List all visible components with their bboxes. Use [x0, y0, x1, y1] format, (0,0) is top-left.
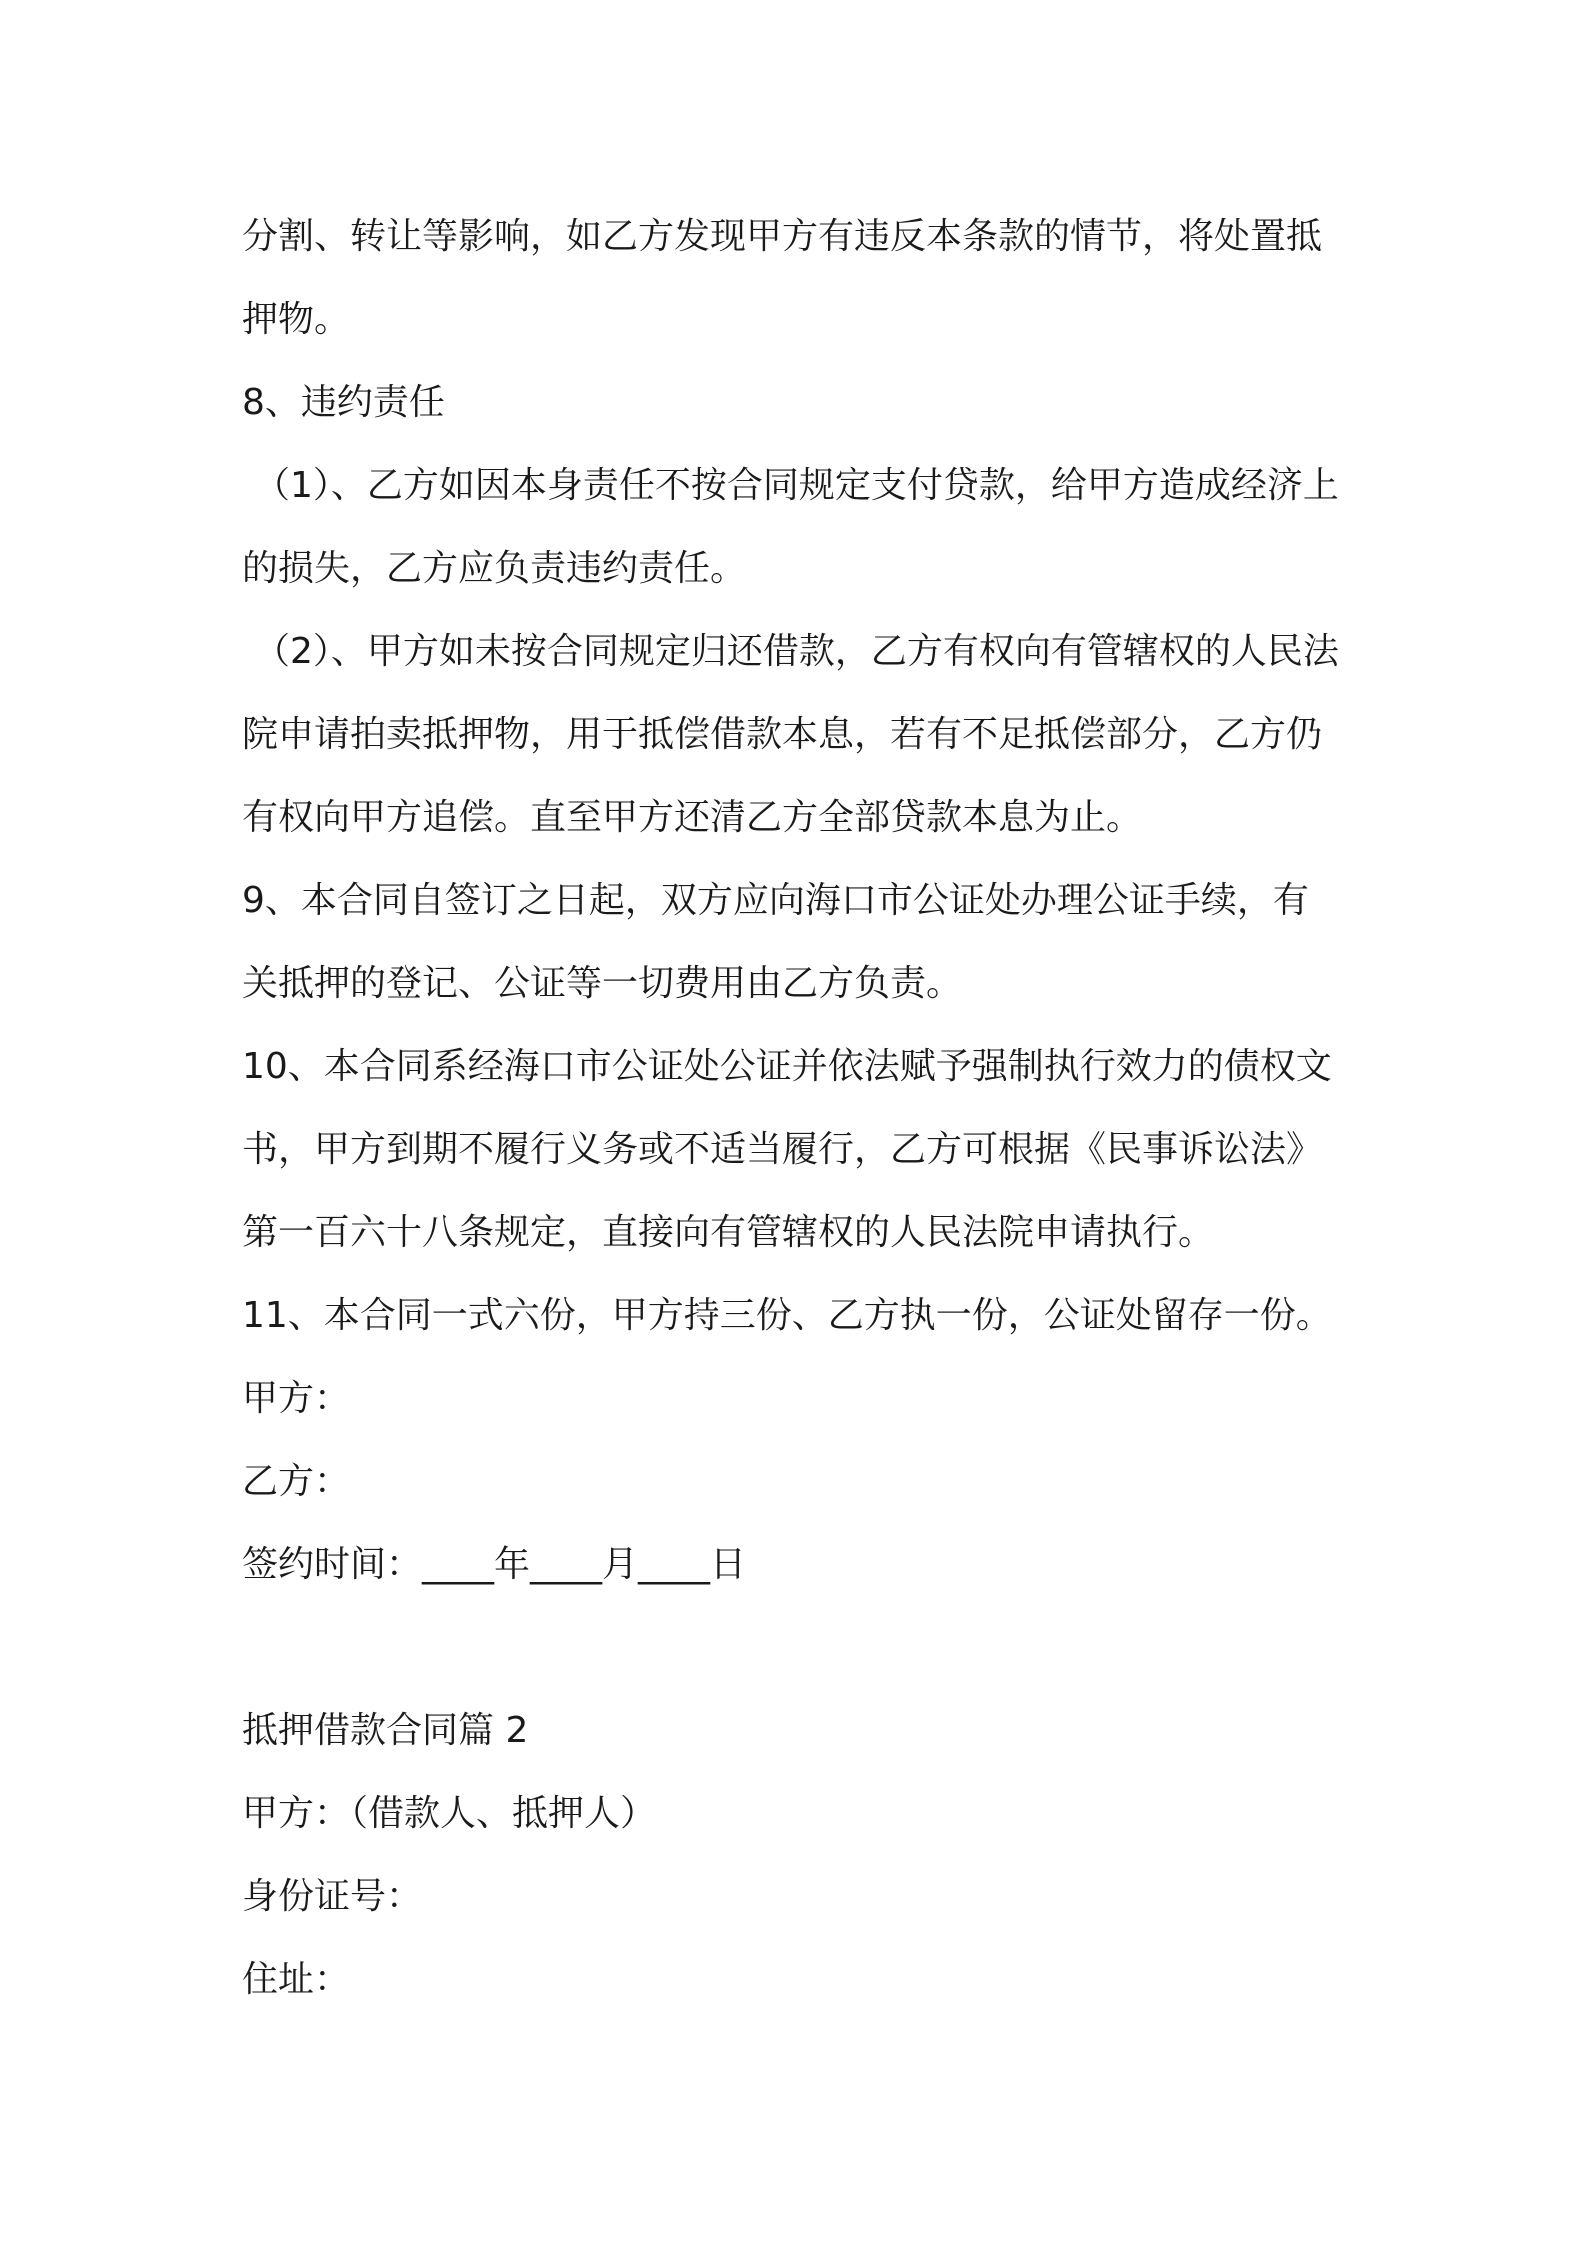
party-a-label: 甲方：（借款人、抵押人） — [242, 1793, 657, 1834]
text-line: 押物。 — [242, 299, 351, 340]
text-line: 关抵押的登记、公证等一切费用由乙方负责。 — [242, 963, 963, 1004]
id-number-label: 身份证号： — [242, 1876, 423, 1917]
text-line: 院申请拍卖抵押物，用于抵偿借款本息，若有不足抵偿部分，乙方仍 — [242, 714, 1323, 755]
text-line: 的损失，乙方应负责违约责任。 — [242, 548, 747, 589]
text-line: （1）、乙方如因本身责任不按合同规定支付贷款，给甲方造成经济上 — [254, 465, 1339, 506]
clause-heading: 8、违约责任 — [242, 382, 445, 423]
address-label: 住址： — [242, 1959, 351, 2000]
party-b-signature-label: 乙方： — [242, 1461, 351, 1502]
section-spacer — [242, 1606, 1362, 1689]
section-title: 抵押借款合同篇 2 — [242, 1710, 529, 1751]
text-line: 10、本合同系经海口市公证处公证并依法赋予强制执行效力的债权文 — [242, 1046, 1332, 1087]
text-line: 书，甲方到期不履行义务或不适当履行，乙方可根据《民事诉讼法》 — [242, 1129, 1323, 1170]
text-line: （2）、甲方如未按合同规定归还借款，乙方有权向有管辖权的人民法 — [254, 631, 1339, 672]
text-line: 9、本合同自签订之日起，双方应向海口市公证处办理公证手续，有 — [242, 880, 1309, 921]
text-line: 分割、转让等影响，如乙方发现甲方有违反本条款的情节，将处置抵 — [242, 216, 1323, 257]
document-body — [242, 195, 1362, 2021]
signing-date-label: 签约时间：____年____月____日 — [242, 1544, 747, 1585]
party-a-signature-label: 甲方： — [242, 1378, 351, 1419]
text-line: 11、本合同一式六份，甲方持三份、乙方执一份，公证处留存一份。 — [242, 1295, 1332, 1336]
text-line: 第一百六十八条规定，直接向有管辖权的人民法院申请执行。 — [242, 1212, 1215, 1253]
text-line: 有权向甲方追偿。直至甲方还清乙方全部贷款本息为止。 — [242, 797, 1143, 838]
